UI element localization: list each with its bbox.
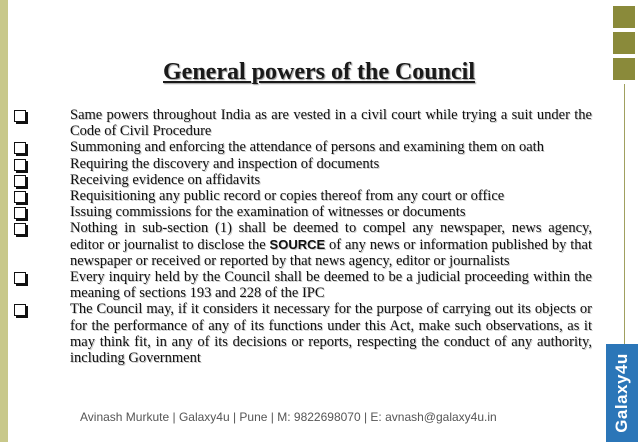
decorative-square [613,6,635,28]
bullet-text: Same powers throughout India as are vested in a civil court while trying a suit under the Code of Civil Procedure [70,107,592,140]
logo-text: Galaxy4u [612,353,632,433]
bullet-item [14,107,592,139]
bullet-item [14,301,592,366]
slide-title: General powers of the Council [163,59,475,85]
bullet-item [14,188,592,204]
checkbox-bullet-icon [14,304,26,316]
bullet-text: Requisitioning any public record or copies thereof from any court or office [70,188,505,205]
bullet-text: Requiring the discovery and inspection of documents [70,155,380,172]
checkbox-bullet-icon [14,175,26,187]
checkbox-bullet-icon [14,272,26,284]
checkbox-bullet-icon [14,142,26,154]
bullet-text: Receiving evidence on affidavits [70,171,261,188]
bullet-item [14,220,592,269]
bullet-item [14,139,592,155]
checkbox-bullet-icon [14,191,26,203]
checkbox-bullet-icon [14,207,26,219]
checkbox-bullet-icon [14,223,26,235]
bullet-list [14,107,592,366]
checkbox-bullet-icon [14,159,26,171]
bullet-text: Issuing commissions for the examination of witnesses or documents [70,204,466,221]
bullet-text: of any news or information published by that newspaper or received or reported by that news agency, editor or journalists [70,236,592,269]
source-emphasis: SOURCE [269,236,326,252]
decorative-square [613,32,635,54]
checkbox-bullet-icon [14,110,26,122]
bullet-item [14,156,592,172]
galaxy4u-logo [606,344,638,442]
bullet-text: Nothing in sub-section (1) shall be deemed to compel any newspaper, news agency, editor or journalist to disclose the [70,220,592,253]
bullet-text: Summoning and enforcing the attendance of persons and examining them on oath [70,139,544,156]
bullet-item [14,172,592,188]
footer-contact: Avinash Murkute | Galaxy4u | Pune | M: 9822698070 | E: avnash@galaxy4u.in [80,410,497,424]
bullet-item [14,269,592,301]
bullet-text: Every inquiry held by the Council shall be deemed to be a judicial proceeding within the meaning of sections 193 and 228 of the IPC [70,269,592,302]
bullet-text: The Council may, if it considers it necessary for the purpose of carrying out its objects or for the performance of any of its functions under this Act, make such observations, as it may think fit, in any of its decisions or reports, respecting the conduct of any authority, including Government [70,301,592,367]
decorative-line [624,84,625,344]
bullet-item [14,204,592,220]
